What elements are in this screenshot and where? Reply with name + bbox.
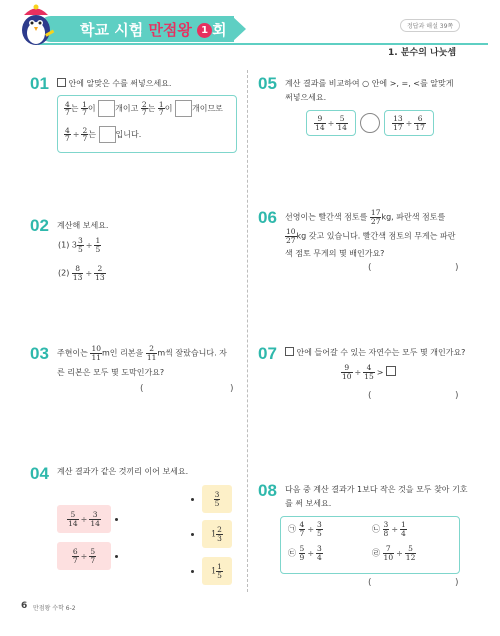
header-banner-tip xyxy=(232,16,246,42)
match-dot[interactable] xyxy=(115,518,118,521)
answer-paren-right: ) xyxy=(455,578,459,588)
q2-item-2: (2) $\frac{8}{13}$ ÷ $\frac{2}{13}$ xyxy=(58,264,105,282)
blank-square-icon xyxy=(386,366,396,376)
column-divider xyxy=(247,70,248,592)
question-text: 계산해 보세요. xyxy=(57,221,109,230)
question-number: 08 xyxy=(258,481,277,500)
page-title xyxy=(80,19,227,40)
match-dot[interactable] xyxy=(115,555,118,558)
answer-paren-left: ( xyxy=(140,384,144,394)
answer-paren-right: ) xyxy=(455,263,459,273)
answer-reference: 정답과 해설 39쪽 xyxy=(400,19,460,32)
page-number: 6 xyxy=(21,601,28,611)
question-text-cont: 른 리본은 모두 몇 도막인가요? xyxy=(57,368,165,377)
question-number: 07 xyxy=(258,344,277,363)
answer-paren-left: ( xyxy=(368,391,372,401)
answer-box[interactable] xyxy=(98,100,115,117)
answer-field[interactable] xyxy=(378,263,452,275)
match-right-card[interactable]: $\frac{3}{5}$ xyxy=(202,485,232,513)
question-number: 06 xyxy=(258,208,277,227)
question-number: 05 xyxy=(258,74,277,93)
question-number: 03 xyxy=(30,344,49,363)
compare-circle-blank[interactable] xyxy=(360,113,380,133)
question-text: 다음 중 계산 결과가 1보다 작은 것을 모두 찾아 기호 xyxy=(285,485,468,494)
answer-paren-right: ) xyxy=(230,384,234,394)
option-item: ㉣ $\frac{7}{10}$ ÷ $\frac{5}{12}$ xyxy=(372,544,416,562)
answer-paren-left: ( xyxy=(368,263,372,273)
title-part3: 회 xyxy=(212,21,227,39)
question-text-cont: 써넣으세요. xyxy=(285,93,327,102)
match-dot[interactable] xyxy=(191,498,194,501)
unit-title: 1. 분수의 나눗셈 xyxy=(388,48,457,58)
question-text: 계산 결과를 비교하여 ○ 안에 >, =, <를 알맞게 xyxy=(285,79,454,88)
answer-field[interactable] xyxy=(378,578,452,590)
blank-square-icon xyxy=(57,78,66,87)
question-text: 선영이는 빨간색 점토를 $\frac{17}{27}$ kg, 파란색 점토를 xyxy=(285,208,446,226)
penguin-mascot-icon xyxy=(14,4,58,48)
match-left-card[interactable]: $\frac{5}{14}$ ÷ $\frac{3}{14}$ xyxy=(57,505,111,533)
answer-box[interactable] xyxy=(99,126,116,143)
answer-paren-right: ) xyxy=(455,391,459,401)
option-item: ㉠ $\frac{4}{7}$ ÷ $\frac{3}{5}$ xyxy=(288,520,322,538)
question-text-cont: 를 써 보세요. xyxy=(285,499,332,508)
match-dot[interactable] xyxy=(191,570,194,573)
match-right-card[interactable]: 1 $\frac{2}{3}$ xyxy=(202,520,232,548)
answer-paren-left: ( xyxy=(368,578,372,588)
option-item: ㉡ $\frac{3}{8}$ ÷ $\frac{1}{4}$ xyxy=(372,520,406,538)
q7-expression: $\frac{9}{10}$ ÷ $\frac{4}{15}$ > xyxy=(341,364,396,380)
question-text: 계산 결과가 같은 것끼리 이어 보세요. xyxy=(57,467,189,476)
question-number: 02 xyxy=(30,216,49,235)
q1-line2: $\frac{4}{7}$ ÷ $\frac{2}{7}$ 는 입니다. xyxy=(65,125,142,143)
title-part1: 학교 시험 xyxy=(80,21,144,39)
match-right-card[interactable]: 1 $\frac{1}{5}$ xyxy=(202,557,232,585)
question-text: 안에 들어갈 수 있는 자연수는 모두 몇 개인가요? xyxy=(285,346,465,360)
question-text: 주현이는 $\frac{10}{11}$ m인 리본을 $\frac{2}{11}$ m씩 잘랐습니다. 자 xyxy=(57,344,227,362)
match-dot[interactable] xyxy=(191,533,194,536)
question-number: 04 xyxy=(30,464,49,483)
answer-box[interactable] xyxy=(175,100,192,117)
q1-line1: $\frac{4}{7}$ 는 $\frac{1}{7}$ 이 개이고 $\frac{2}{7}$ 는 $\frac{1}{7}$ 이 개이므로 xyxy=(65,99,223,117)
match-left-card[interactable]: $\frac{6}{7}$ ÷ $\frac{5}{7}$ xyxy=(57,542,111,570)
book-title: 만점왕 수학 6-2 xyxy=(33,605,76,612)
answer-field[interactable] xyxy=(150,384,226,396)
compare-left-box: $\frac{9}{14}$ ÷ $\frac{5}{14}$ xyxy=(306,110,356,136)
title-part2: 만점왕 xyxy=(148,21,192,39)
compare-right-box: $\frac{13}{17}$ ÷ $\frac{6}{17}$ xyxy=(384,110,434,136)
question-number: 01 xyxy=(30,74,49,93)
q2-item-1: (1) 3 $\frac{3}{5}$ ÷ $\frac{1}{5}$ xyxy=(58,236,101,254)
answer-field[interactable] xyxy=(378,391,452,403)
blank-square-icon xyxy=(285,347,294,356)
question-text-cont: $\frac{10}{27}$ kg 갖고 있습니다. 빨간색 점토의 무게는 파란 xyxy=(286,227,456,245)
question-text-cont: 색 점토 무게의 몇 배인가요? xyxy=(285,249,385,258)
option-item: ㉢ $\frac{5}{9}$ ÷ $\frac{3}{4}$ xyxy=(288,544,322,562)
question-text: 안에 알맞은 수를 써넣으세요. xyxy=(57,77,171,91)
title-round-badge: 1 xyxy=(197,23,212,38)
